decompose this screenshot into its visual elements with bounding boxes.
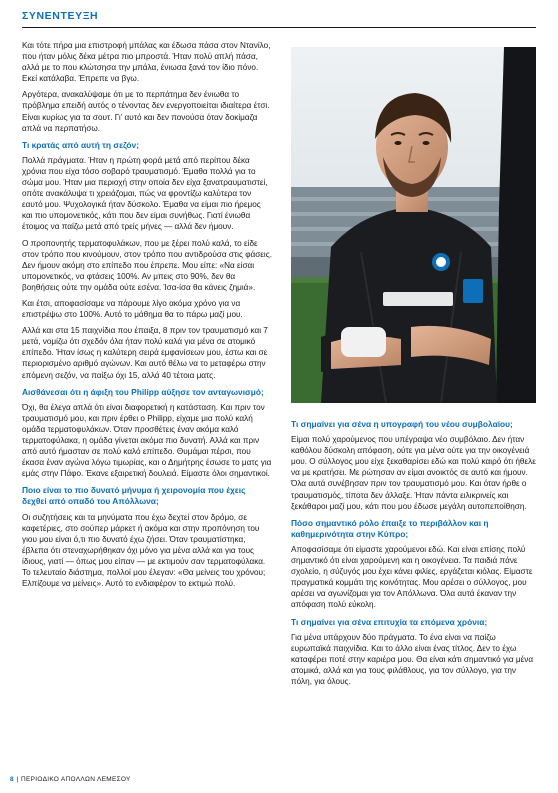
page-number: 8 (10, 776, 14, 783)
article-right-column (291, 413, 536, 692)
interview-paragraph: Για μένα υπάρχουν δύο πράγματα. Το ένα είναι να παίζω ευρωπαϊκά παιχνίδια. Και το άλλο είναι ένας τίτλος. Δεν το έχω καταφέρει ποτέ στην καριέρα μου. Θα είναι κάτι σημαντικό για μένα ατομικά, αλλά και για τους φιλάθλους, για τον σύλλογο, για την πόλη, για όλους. (291, 632, 534, 686)
interview-paragraph: Πολλά πράγματα. Ήταν η πρώτη φορά μετά από περίπου δέκα χρόνια που είχα τόσο σοβαρό τραυματισμό. Έμαθα πολλά για το σώμα μου. Ήταν μια περιοχή στην οποία δεν είχα ξανατραυματιστεί, οπότε ανακάλυψα τι χρειάζομαι, πώς να φροντίζω καλύτερα τον εαυτό μου. Ψυχολογικά ήταν δύσκολο. Έμαθα να είμαι πιο ήρεμος και πιο υπομονετικός, κάτι που δεν είμαι συνήθως. Γιατί ένιωθα έτοιμος να παίζω μετά από τρείς μήνες — αλλά δεν ήμουν. (22, 155, 268, 232)
interview-question: Τι σημαίνει για σένα η υπογραφή του νέου συμβολαίου; (291, 419, 513, 429)
interview-question: Τι κρατάς από αυτή τη σεζόν; (22, 139, 139, 150)
section-title: ΣΥΝΕΝΤΕΥΞΗ (22, 10, 99, 22)
header-divider (22, 27, 536, 28)
interview-question: Αισθάνεσαι ότι η άφιξη του Philipp αύξησε τον ανταγωνισμό; (22, 386, 264, 397)
article-left-column (22, 40, 272, 594)
interview-paragraph: Είμαι πολύ χαρούμενος που υπέγραψα νέο συμβόλαιο. Δεν ήταν καθόλου δύσκολη απόφαση, ούτε για μένα ούτε για την οικογένειά μου. Ο σύλλογος μου είχε ξεκαθαρίσει εδώ και πολύ καιρό ότι ήθελε να με κρατήσει. Με ρώτησαν αν είμαι ανοικτός σε αυτό και ήμουν. Όλα αυτά συνέβησαν πριν τον τραυματισμό μου. Και όταν ήρθε ο τραυματισμός, τίποτα δεν άλλαξε. Ήταν πάντα ειλικρινείς και ξεκάθαροι μαζί μου, κάτι που μου έδωσε μεγάλη αυτοπεποίθηση. (291, 435, 536, 511)
interview-question: Τι σημαίνει για σένα επιτυχία τα επόμενα χρόνια; (291, 616, 488, 627)
interview-question: Ποιο είναι το πιο δυνατό μήνυμα ή χειρονομία που έχεις δεχθεί από οπαδό του Απόλλωνα; (22, 485, 246, 507)
interview-paragraph: Αποφασίσαμε ότι είμαστε χαρούμενοι εδώ. Και είναι επίσης πολύ σημαντικό ότι είναι χαρούμενη και η οικογένεια. Τα παιδιά πάνε σχολείο, η σύζυγός μου έχει κάνει φιλίες, εργάζεται κιόλας. Είμαστε πραγματικά κομμάτι της κοινότητας. Μου αρέσει ο σύλλογος, μου αρέσει να αγωνίζομαι για τον Απόλλωνα. Όλα αυτά έκαναν την απόφαση πολύ εύκολη. (291, 544, 533, 610)
interview-question: Πόσο σημαντικό ρόλο έπαιξε το περιβάλλον και η καθημερινότητα στην Κύπρο; (291, 517, 489, 539)
page-footer (10, 776, 131, 783)
interview-paragraph: Όχι, θα έλεγα απλά ότι είναι διαφορετική η κατάσταση. Και πριν τον τραυματισμό μου, και πριν έρθει ο Philipp, είχαμε μια πολύ καλή ομάδα τερματοφυλάκων. Όταν προσθέτεις έναν ακόμα καλό τερματοφύλακα, η ομάδα γίνεται ακόμα πιο δυνατή. Αλλά και πριν από αυτό ήμασταν σε πολύ καλό επίπεδο. Θυμάμαι πέρσι, που έκασα έναν αγώνα λόγω τιμωρίας, και ο Δημήτρης έσωσε το ματς για εμάς στην Πάφο. Έκανε εξαιρετική δουλειά. Είμαστε όλοι σημαντικοί. (22, 402, 272, 479)
player-photo (291, 47, 536, 403)
interview-paragraph: Και έτσι, αποφασίσαμε να πάρουμε λίγο ακόμα χρόνο για να επιστρέψω στο 100%. Αυτό το μάθημα θα το πάρω μαζί μου. (22, 298, 243, 320)
interview-paragraph: Ο προπονητής τερματοφυλάκων, που με ξέρει πολύ καλά, το είδε στον τρόπο που κινούμουν, στον τρόπο που αντιδρούσα στις φάσεις. Δεν ήμουν ακόμη στο επίπεδο που έπρεπε. Μου είπε: «Να είσαι υπομονετικός, να φτάσεις 100%. Αν μπεις στο 90%, δεν θα βοηθήσεις ούτε την ομάδα ούτε εσένα. Ίσα-ίσα θα κάνεις ζημιά». (22, 238, 272, 292)
publication-name: ΠΕΡΙΟΔΙΚΟ ΑΠΟΛΛΩΝ ΛΕΜΕΣΟΥ (21, 776, 131, 783)
interview-paragraph: Οι συζητήσεις και τα μηνύματα που έχω δεχτεί στον δρόμο, σε καφετέριες, στο σούπερ μάρκετ ή ακόμα και στην προπόνηση του γιου μου είναι ό,τι πιο δυνατό έχω ζήσει. Όταν τραυματίστηκα, έβλεπα ότι στεναχωρήθηκαν όχι μόνο για μένα αλλά και για τους ίδιους, γιατί — όπως μου είπαν — με εκτιμούν σαν τερματοφύλακα. Το τελευταίο διάστημα, πολλοί μου έλεγαν: «Θα μείνεις του χρόνου; Ελπίζουμε να μείνεις». Αυτό το ενδιαφέρον το εκτιμώ πολύ. (22, 512, 266, 589)
interview-paragraph: Και τότε πήρα μια επιστροφή μπάλας και έδωσα πάσα στον Ντανίλο, που ήταν μόλις δέκα μέτρα πιο μπροστά. Ήταν πολύ απλή πάσα, αλλά με το που κλώτσησα την μπάλα, ένιωσα ξανά τον ίδιο πόνο. Εκεί κατάλαβα. Έπρεπε να βγω. (22, 41, 271, 84)
interview-paragraph: Αλλά και στα 15 παιχνίδια που έπαιξα, 8 πριν τον τραυματισμό και 7 μετά, νομίζω ότι σχεδόν όλα ήταν πολύ καλά για μένα σε ατομικό επίπεδο. Ήταν ίσως η καλύτερη σειρά εμφανίσεων μου, έστω και σε περιορισμένο αριθμό αγώνων. Και αυτό θέλω να το μεταφέρω στην επόμενη σεζόν, να παίξω όχι 15, αλλά 40 τέτοια ματς. (22, 326, 268, 380)
interview-paragraph: Αργότερα, ανακαλύψαμε ότι με το περπάτημα δεν ένιωθα το πρόβλημα επειδή αυτός ο τένοντας δεν ενεργοποιείται ιδιαίτερα έτσι. Είναι κυρίως για τα σουτ. Γι’ αυτό και δεν πονούσα όταν δοκίμαζα απλά να περπατήσω. (22, 90, 270, 133)
footer-separator: | (16, 776, 19, 783)
